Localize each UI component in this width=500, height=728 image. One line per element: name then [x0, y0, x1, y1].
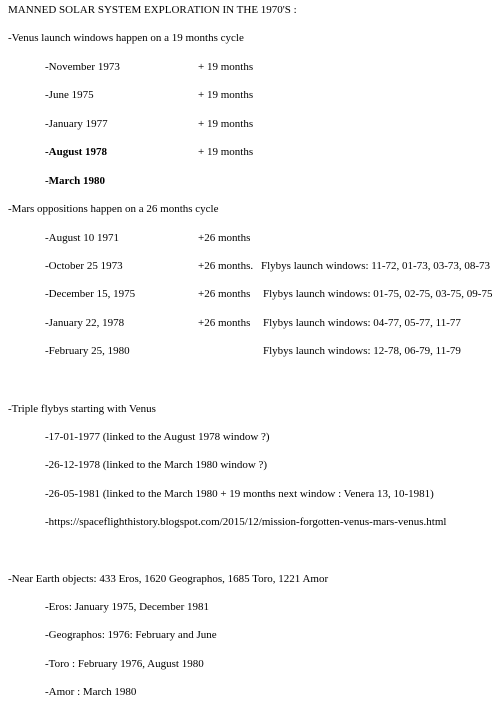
- triple-item: -26-05-1981 (linked to the March 1980 + 19 months next window : Venera 13, 10-1981): [45, 488, 434, 500]
- neo-item: -Toro : February 1976, August 1980: [45, 658, 204, 670]
- venus-row: [45, 117, 254, 131]
- mars-row: [45, 344, 461, 358]
- venus-date: -June 1975: [45, 89, 94, 101]
- neo-item: -Geographos: 1976: February and June: [45, 629, 217, 641]
- mars-flybys: Flybys launch windows: 01-75, 02-75, 03-75, 09-75: [263, 288, 493, 300]
- source-link[interactable]: -https://spaceflighthistory.blogspot.com/2015/12/mission-forgotten-venus-mars-venus.html: [45, 516, 447, 528]
- mars-date: -October 25 1973: [45, 260, 123, 272]
- mars-row: [45, 259, 491, 273]
- mars-flybys: Flybys launch windows: 12-78, 06-79, 11-79: [263, 345, 461, 357]
- venus-cycle: + 19 months: [198, 146, 254, 158]
- triple-heading: -Triple flybys starting with Venus: [8, 403, 156, 415]
- mars-heading: -Mars oppositions happen on a 26 months cycle: [8, 203, 219, 215]
- mars-date: -February 25, 1980: [45, 345, 130, 357]
- mars-cycle: +26 months: [198, 232, 251, 244]
- venus-cycle: + 19 months: [198, 89, 254, 101]
- mars-cycle: +26 months: [198, 317, 251, 329]
- mars-date: -December 15, 1975: [45, 288, 136, 300]
- page-title: MANNED SOLAR SYSTEM EXPLORATION IN THE 1970'S :: [8, 4, 297, 16]
- neo-item: -Eros: January 1975, December 1981: [45, 601, 210, 613]
- mars-row: [45, 231, 251, 245]
- mars-cycle: +26 months: [198, 288, 251, 300]
- venus-row: [45, 60, 254, 74]
- mars-cycle: +26 months.: [198, 260, 254, 272]
- mars-date: -August 10 1971: [45, 232, 119, 244]
- venus-date: -January 1977: [45, 118, 108, 130]
- mars-row: [45, 287, 493, 301]
- venus-date: -August 1978: [45, 146, 108, 158]
- venus-cycle: + 19 months: [198, 118, 254, 130]
- venus-heading: -Venus launch windows happen on a 19 months cycle: [8, 32, 244, 44]
- mars-flybys: Flybys launch windows: 04-77, 05-77, 11-77: [263, 317, 461, 329]
- venus-row: [45, 88, 254, 102]
- venus-date: -November 1973: [45, 61, 120, 73]
- mars-flybys: Flybys launch windows: 11-72, 01-73, 03-73, 08-73: [261, 260, 491, 272]
- venus-row: [45, 145, 254, 159]
- venus-row: [45, 174, 105, 188]
- neo-heading: -Near Earth objects: 433 Eros, 1620 Geographos, 1685 Toro, 1221 Amor: [8, 573, 329, 585]
- venus-cycle: + 19 months: [198, 61, 254, 73]
- neo-item: -Amor : March 1980: [45, 686, 137, 698]
- triple-item: -26-12-1978 (linked to the March 1980 window ?): [45, 459, 268, 471]
- mars-date: -January 22, 1978: [45, 317, 125, 329]
- triple-item: -17-01-1977 (linked to the August 1978 window ?): [45, 431, 270, 443]
- mars-row: [45, 316, 461, 330]
- venus-date: -March 1980: [45, 175, 105, 187]
